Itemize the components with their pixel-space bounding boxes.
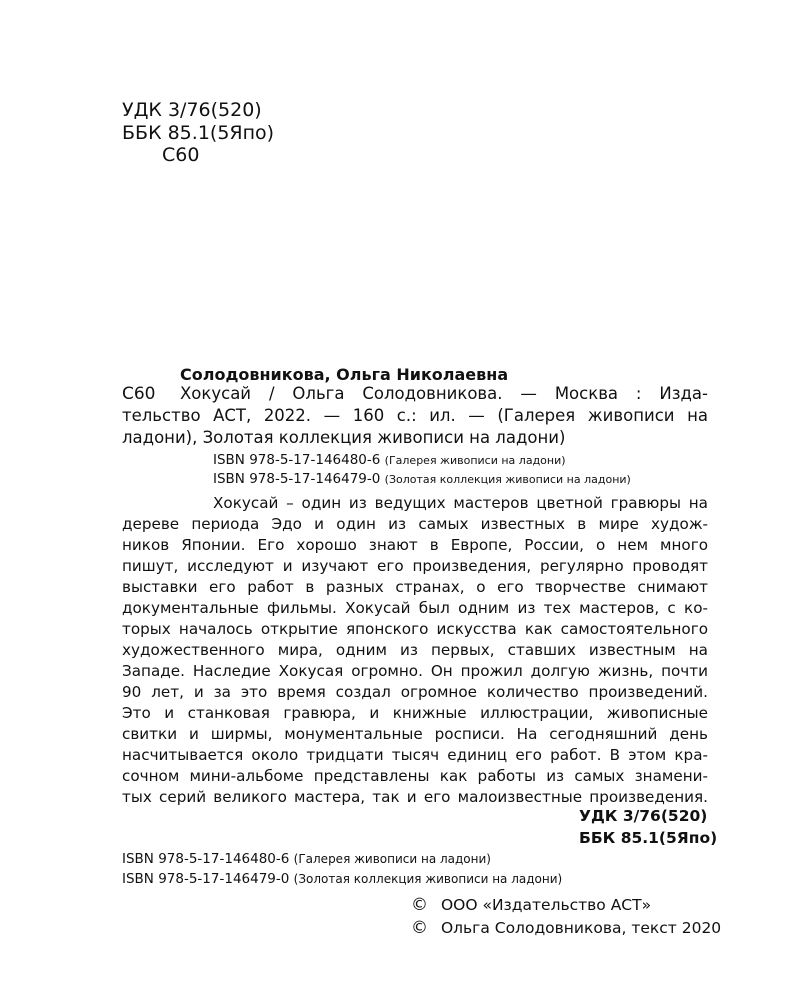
annotation-line: выставки его работ в разных странах, о его творчестве снимают <box>122 578 708 596</box>
bib-author-mark: С60 <box>122 384 156 404</box>
isbn-series: (Золотая коллекция живописи на ладони) <box>384 473 631 486</box>
isbn-series: (Галерея живописи на ладони) <box>384 454 566 467</box>
annotation-line: Хокусай – один из ведущих мастеров цветной гравюры на <box>213 494 708 512</box>
isbn-number: ISBN 978-5-17-146479-0 <box>122 871 290 887</box>
copyright-text: ООО «Издательство АСТ» <box>440 896 652 914</box>
isbn-line <box>213 471 631 487</box>
copyright-text: Ольга Солодовникова, текст 2020 <box>440 919 722 937</box>
annotation-line: пишут, исследуют и изучают его произведения, регулярно проводят <box>122 557 708 575</box>
annotation-line: свитки и ширмы, монументальные росписи. На сегодняшний день <box>122 725 708 743</box>
isbn-number: ISBN 978-5-17-146480-6 <box>122 851 290 867</box>
annotation-line: сочном мини-альбоме представлены как работы из самых знамени- <box>122 767 708 785</box>
bib-title-line: Хокусай / Ольга Солодовникова. — Москва : Изда- <box>180 384 708 403</box>
bbk-code-right: ББК 85.1(5Япо) <box>579 829 718 847</box>
annotation-line: насчитывается около тридцати тысяч единиц его работ. В этом кра- <box>122 746 708 764</box>
udk-code-right: УДК 3/76(520) <box>579 807 708 825</box>
annotation-line: тых серий великого мастера, так и его малоизвестные произведения. <box>122 788 708 806</box>
annotation-line: ников Японии. Его хорошо знают в Европе, России, о нем много <box>122 536 708 554</box>
annotation-line: дереве периода Эдо и один из самых известных в мире худож- <box>122 515 708 533</box>
author-heading: Солодовникова, Ольга Николаевна <box>180 365 509 384</box>
udk-code: УДК 3/76(520) <box>122 99 262 121</box>
copyright-line <box>411 918 721 938</box>
bib-title-line: тельство АСТ, 2022. — 160 с.: ил. — (Галерея живописи на <box>122 406 708 425</box>
isbn-line <box>213 452 566 468</box>
annotation-line: торых началось открытие японского искусства как самостоятельного <box>122 620 708 638</box>
annotation-line: художественного мира, одним из первых, ставших известным на <box>122 641 708 659</box>
isbn-number: ISBN 978-5-17-146480-6 <box>213 452 381 468</box>
bbk-code: ББК 85.1(5Япо) <box>122 122 275 144</box>
isbn-series: (Золотая коллекция живописи на ладони) <box>293 872 563 886</box>
copyright-icon: © <box>411 895 428 915</box>
copyright-line <box>411 895 651 915</box>
isbn-line-bottom <box>122 871 562 887</box>
isbn-series: (Галерея живописи на ладони) <box>293 852 491 866</box>
annotation-line: 90 лет, и за это время создал огромное количество произведений. <box>122 683 708 701</box>
author-mark: С60 <box>162 144 200 166</box>
isbn-line-bottom <box>122 851 491 867</box>
annotation-line: Это и станковая гравюра, и книжные иллюстрации, живописные <box>122 704 708 722</box>
isbn-number: ISBN 978-5-17-146479-0 <box>213 471 381 487</box>
copyright-icon: © <box>411 918 428 938</box>
bib-title-line: ладони), Золотая коллекция живописи на ладони) <box>122 428 566 447</box>
annotation-line: документальные фильмы. Хокусай был одним из тех мастеров, с ко- <box>122 599 708 617</box>
annotation-line: Западе. Наследие Хокусая огромно. Он прожил долгую жизнь, почти <box>122 662 708 680</box>
